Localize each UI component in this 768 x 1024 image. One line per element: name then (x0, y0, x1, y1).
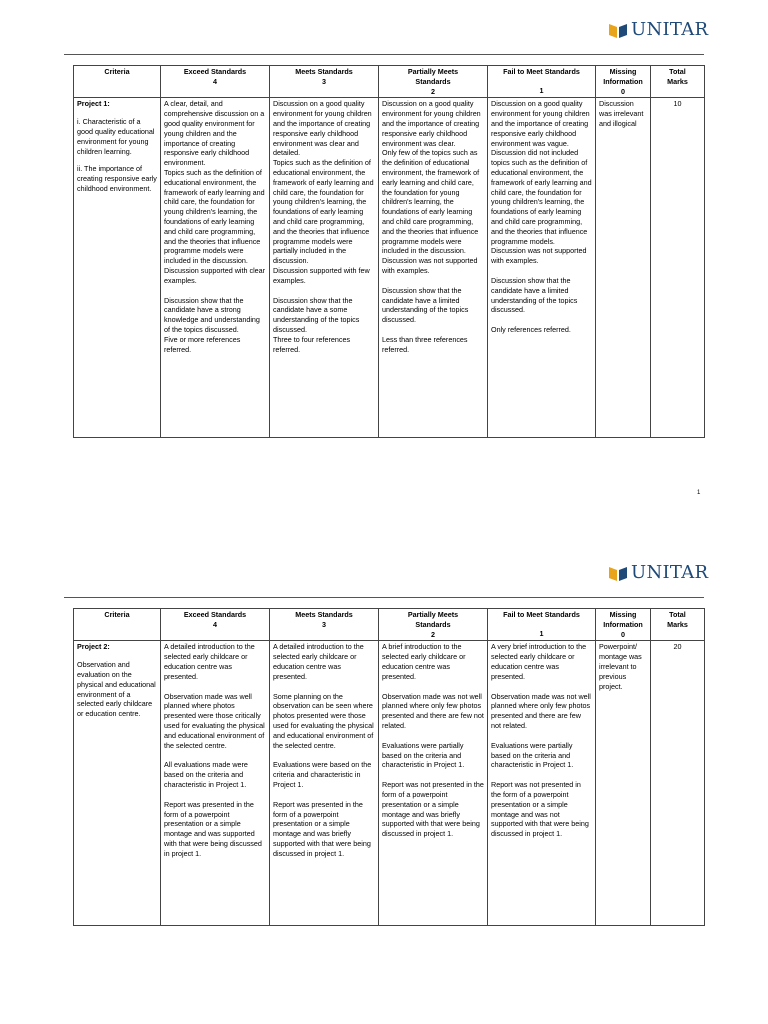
brand-name: UNITAR (631, 562, 709, 583)
header-partial: Partially Meets Standards 2 (379, 609, 488, 641)
unitar-logo (608, 562, 708, 583)
header-row (74, 66, 705, 98)
book-logo-icon (608, 563, 628, 583)
header-meets: Meets Standards 3 (270, 66, 379, 98)
brand-name: UNITAR (631, 19, 709, 40)
project-1-missing: Discussion was irrelevant and illogical (596, 98, 651, 438)
project-2-total: 20 (651, 641, 705, 926)
header-fail: Fail to Meet Standards 1 (488, 609, 596, 641)
header-criteria: Criteria (74, 609, 161, 641)
header-exceed: Exceed Standards 4 (161, 66, 270, 98)
project-1-total: 10 (651, 98, 705, 438)
header-rule (64, 54, 704, 55)
unitar-logo (608, 19, 708, 40)
header-criteria: Criteria (74, 66, 161, 98)
project-2-fail: A very brief introduction to the selected early childcare or education centre was presented. Observation made was not well planned where only few photos presented and there are few not related. Evaluations were partially based on the criteria and characteristic in Project 1. Report was not presented in the form of a powerpoint presentation or a simple montage and was not supported with that were being discussed in project 1. (488, 641, 596, 926)
book-logo-icon (608, 20, 628, 40)
project-2-criteria: Project 2: Observation and evaluation on the physical and educational environment of a selected early childcare or education centre. (74, 641, 161, 926)
project-2-partial: A brief introduction to the selected early childcare or education centre was presented. Observation made was not well planned where only few photos presented and there are few not related. Evaluations were partially based on the criteria and characteristic in Project 1. Report was not presented in the form of a powerpoint presentation or a simple montage and was briefly supported with that were being discussed in project 1. (379, 641, 488, 926)
header-rule (64, 597, 704, 598)
project-2-meets: A detailed introduction to the selected early childcare or education centre was presented. Some planning on the observation can be seen where photos presented were those used for evaluating the physical and educational environment of the selected centre. Evaluations were based on the criteria and characteristic in Project 1. Report was presented in the form of a powerpoint presentation or a simple montage and was briefly supported with that were being discussed in project 1. (270, 641, 379, 926)
project-1-partial: Discussion on a good quality environment for young children and the importance of creating responsive early childhood environment was clear. Only few of the topics such as the definition of educational environment, the framework of early learning and child care, the foundation for young children's learning, the foundations of early learning and child care programming, and the theories that influence programme models were included in the discussion. Discussion was not supported with examples. Discussion show that the candidate have a limited understanding of the topics discussed. Less than three references referred. (379, 98, 488, 438)
project-2-exceed: A detailed introduction to the selected early childcare or education centre was presented. Observation made was well planned where photos presented were those critically used for evaluating the physical and educational environment of the selected centre. All evaluations made were based on the criteria and characteristic in Project 1. Report was presented in the form of a powerpoint presentation or a simple montage and was supported with that were being discussed in project 1. (161, 641, 270, 926)
page-number: 1 (697, 490, 701, 496)
project-1-exceed: A clear, detail, and comprehensive discussion on a good quality environment for young children and the importance of creating responsive early childhood environment. Topics such as the definition of educational environment, the framework of early learning and child care, the foundation for young children's learning, the foundations of early learning and child care programming, and the theories that influence programme models were included in the discussion. Discussion supported with clear examples. Discussion show that the candidate have a strong knowledge and understanding of the topics discussed. Five or more references referred. (161, 98, 270, 438)
rubric-table-project-2 (73, 608, 705, 926)
header-fail: Fail to Meet Standards 1 (488, 66, 596, 98)
project-2-row (74, 641, 705, 926)
header-exceed: Exceed Standards 4 (161, 609, 270, 641)
header-total: Total Marks (651, 66, 705, 98)
rubric-table-project-1 (73, 65, 705, 438)
project-2-missing: Powerpoint/ montage was irrelevant to previous project. (596, 641, 651, 926)
project-1-fail: Discussion on a good quality environment for young children and the importance of creating responsive early childhood environment was vague. Discussion did not included topics such as the definition of educational environment, the framework of early learning and child care, the foundation for young children's learning, the foundations of early learning and child care programming, and the theories that influence programme models. Discussion was not supported with examples. Discussion show that the candidate have a limited understanding of the topics discussed. Only references referred. (488, 98, 596, 438)
project-1-criteria: Project 1: i. Characteristic of a good quality educational environment for young children learning. ii. The importance of creating responsive early childhood environment. (74, 98, 161, 438)
header-missing: Missing Information 0 (596, 609, 651, 641)
header-meets: Meets Standards 3 (270, 609, 379, 641)
header-partial: Partially Meets Standards 2 (379, 66, 488, 98)
project-1-meets: Discussion on a good quality environment for young children and the importance of creating responsive early childhood environment was clear and detailed. Topics such as the definition of educational environment, the framework of early learning and child care, the foundation for young children's learning, the foundations of early learning and child care programming, and the theories that influence programme models were partially included in the discussion. Discussion supported with few examples. Discussion show that the candidate have a some understanding of the topics discussed. Three to four references referred. (270, 98, 379, 438)
page-2 (0, 512, 768, 1024)
project-1-row (74, 98, 705, 438)
header-row (74, 609, 705, 641)
header-missing: Missing Information 0 (596, 66, 651, 98)
header-total: Total Marks (651, 609, 705, 641)
